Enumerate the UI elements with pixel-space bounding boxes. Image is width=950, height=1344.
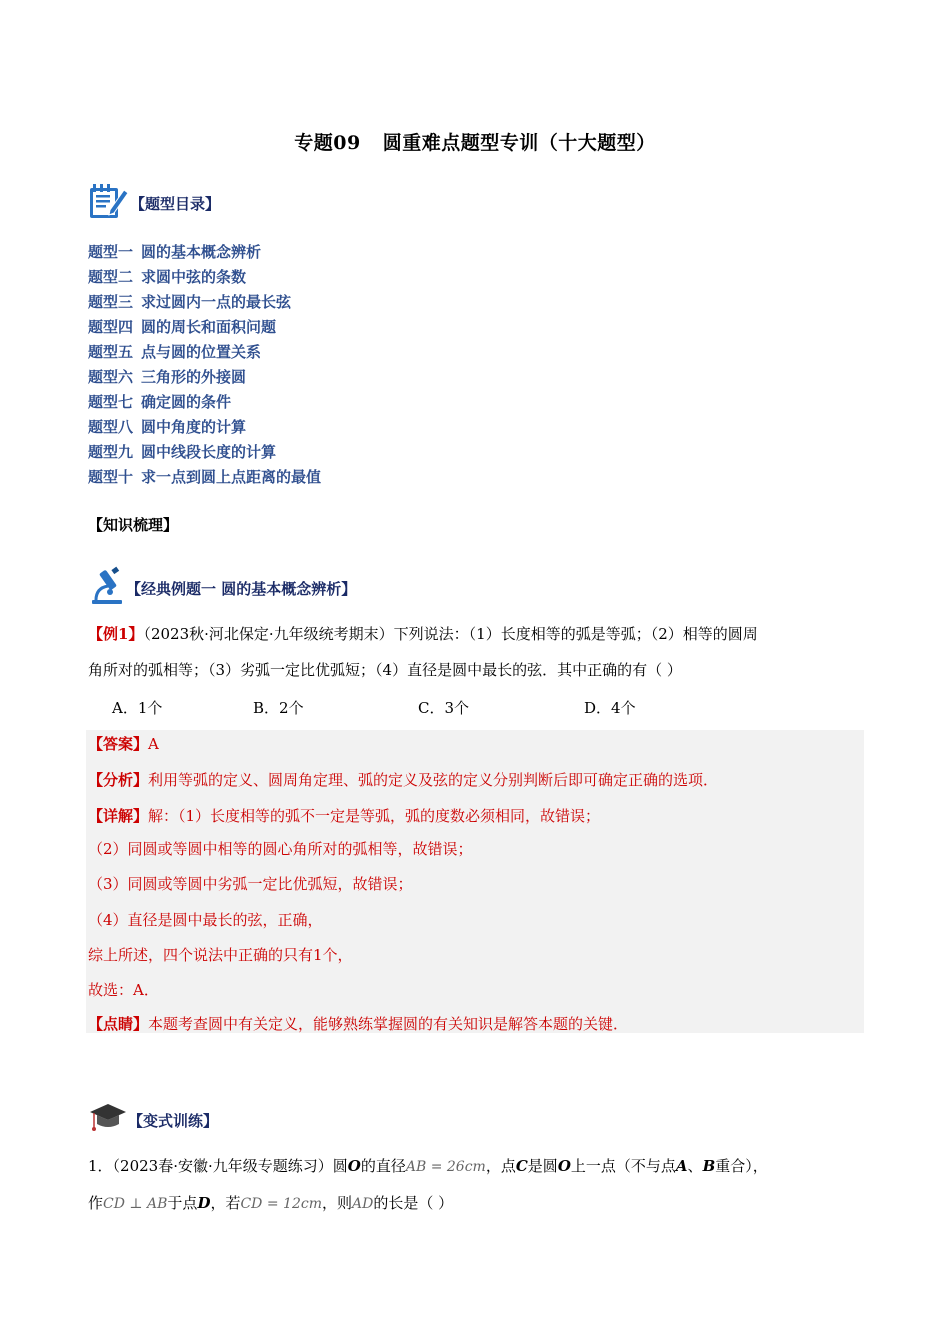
toc-item[interactable]: 题型三 求过圆内一点的最长弦 [88,293,292,311]
toc-heading [88,180,220,226]
toc-item[interactable]: 题型六 三角形的外接圆 [88,368,247,386]
graduation-cap-icon [88,1102,128,1138]
practice-heading [88,1102,218,1138]
toc-item[interactable]: 题型十 求一点到圆上点距离的最值 [88,468,322,486]
title-number: 专题09 [294,132,361,154]
comment-line: 【点睛】本题考查圆中有关定义，能够熟练掌握圆的有关知识是解答本题的关键． [88,1015,629,1033]
option-c[interactable]: C．3个 [418,699,470,717]
toc-item[interactable]: 题型九 圆中线段长度的计算 [88,443,277,461]
toc-item[interactable]: 题型二 求圆中弦的条数 [88,268,247,286]
toc-heading-label: 【题型目录】 [130,194,221,213]
microscope-icon [88,566,126,610]
detail-line-2: （2）同圆或等圆中相等的圆心角所对的弧相等，故错误； [88,840,473,858]
option-b[interactable]: B．2个 [253,699,304,717]
detail-line-3: （3）同圆或等圆中劣弧一定比优弧短，故错误； [88,875,413,893]
option-d[interactable]: D．4个 [584,699,636,717]
toc-item[interactable]: 题型四 圆的周长和面积问题 [88,318,277,336]
title-text: 圆重难点题型专训（十大题型） [382,132,656,154]
detail-line: 【详解】解：（1）长度相等的弧不一定是等弧，弧的度数必须相同，故错误； [88,807,601,825]
example-question: 【例1】（2023秋·河北保定·九年级统考期末）下列说法：（1）长度相等的弧是等弧；（2）相等的圆周 角所对的弧相等；（3）劣弧一定比优弧短；（4）直径是圆中最长的弦．其中正确的有（ ） [88,625,758,679]
practice-heading-label: 【变式训练】 [128,1111,219,1130]
detail-line-4: （4）直径是圆中最长的弦，正确， [88,911,323,929]
toc-item[interactable]: 题型五 点与圆的位置关系 [88,343,262,361]
example-tag: 【例1】 [88,625,144,643]
page-title [0,128,950,155]
toc-list [88,240,321,490]
toc-item[interactable]: 题型七 确定圆的条件 [88,393,232,411]
notepad-pencil-icon [88,180,130,226]
detail-line-6: 故选：A． [88,981,159,999]
option-a[interactable]: A．1个 [112,699,163,717]
detail-line-5: 综上所述，四个说法中正确的只有1个， [88,946,353,964]
knowledge-heading [88,514,178,535]
example-heading-label: 【经典例题一 圆的基本概念辨析】 [126,579,357,598]
knowledge-heading-label: 【知识梳理】 [88,516,179,534]
answer-line: 【答案】A [88,735,159,753]
practice-question: 1．（2023春·安徽·九年级专题练习）圆O的直径AB = 26cm，点C是圆O上一点（不与点A、B重合）， 作CD ⊥ AB于点D，若CD = 12cm，则AD的长是（ ） [88,1157,768,1212]
toc-item[interactable]: 题型一 圆的基本概念辨析 [88,243,262,261]
analysis-line: 【分析】利用等弧的定义、圆周角定理、弧的定义及弦的定义分别判断后即可确定正确的选项． [88,771,719,789]
example-heading [88,566,356,610]
toc-item[interactable]: 题型八 圆中角度的计算 [88,418,247,436]
